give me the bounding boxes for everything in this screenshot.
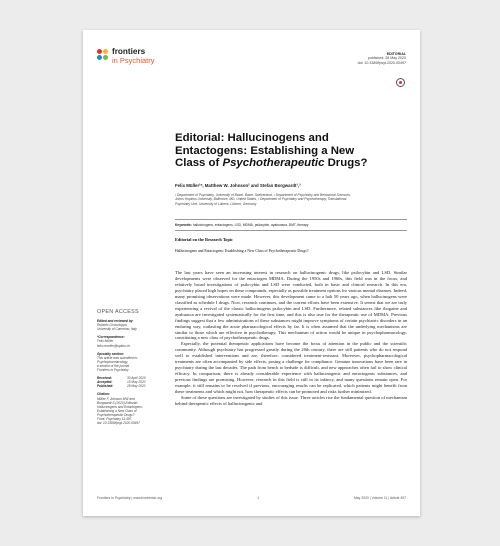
received-date: 30 April 2020 xyxy=(127,376,146,381)
citation-line: Müller F, Johnson MW and xyxy=(97,396,135,401)
journal-logo[interactable] xyxy=(97,48,155,65)
affiliation-line: ¹ Department of Psychiatry, University of Basel, Basel, Switzerland, ² Department of Psychiatry and Behavioral Sciences, xyxy=(175,193,351,197)
article-meta xyxy=(358,52,406,65)
correspondence-email[interactable]: felix.mueller@upkbs.ch xyxy=(97,343,130,348)
topic-title[interactable]: Hallucinogens and Entactogens: Establishing a New Class of Psychotherapeutic Drugs? xyxy=(175,249,309,253)
citation-doi[interactable]: doi: 10.3389/fpsyt.2020.00497 xyxy=(97,421,140,426)
brand-name: frontiers xyxy=(112,47,146,56)
affiliations xyxy=(175,193,407,206)
specialty-line: a section of the journal xyxy=(97,363,130,368)
correspondence-name: Felix Müller xyxy=(97,339,114,344)
citation-info xyxy=(97,397,163,426)
received-label: Received: xyxy=(97,376,113,381)
body-paragraph: Especially, the potential therapeutic applications have become the focus of attention in the public and the scientific community. Although psychiatry has progressed greatly during the 20th century, there are still patients who do not respond well to established interventions and are, therefore, considered treatment-resistant. Moreover, psychopharmacological treatments are often accompanied by side effects, posing a challenge for compliance. Genuine innovations have been rare in psychiatry during the last decades. The path from bench to bedside is difficult, and new approaches often fail to show clinical efficacy. In comparison, there is already considerable experience with hallucinogenic and entactogenic substances, and previous findings are promising. However, research in this field is still in its infancy, and many questions remain open. For example, it still remains to be resolved if previous, encouraging results can be replicated, which patients might benefit from these treatments and which might not, how therapeutic effects can be promoted and risks further minimized. xyxy=(175,341,407,395)
title-line-1: Editorial: Hallucinogens and xyxy=(175,132,329,144)
citation-line: Hallucinogens and Entactogens: xyxy=(97,404,143,409)
footer-issue-info: May 2020 | Volume 11 | Article 497 xyxy=(353,496,406,500)
editor-info xyxy=(97,323,163,331)
article-sidebar xyxy=(97,310,163,429)
article-body xyxy=(175,270,407,407)
keywords xyxy=(175,223,407,227)
specialty-line: Frontiers in Psychiatry xyxy=(97,368,129,373)
published-label: Published: xyxy=(97,384,114,389)
published-row xyxy=(97,384,163,388)
specialty-heading: Specialty section: xyxy=(97,351,125,356)
open-access-label: OPEN ACCESS xyxy=(97,309,139,315)
accepted-date: 15 May 2020 xyxy=(127,380,146,385)
title-line-3: Class of xyxy=(175,157,223,170)
check-for-updates-icon[interactable] xyxy=(396,78,405,87)
article-type: EDITORIAL xyxy=(386,52,406,56)
citation-line: Psychotherapeutic Drugs? xyxy=(97,412,135,417)
edited-heading: Edited and reviewed by: xyxy=(97,319,134,324)
title-line-2: Entactogens: Establishing a New xyxy=(175,144,355,157)
divider xyxy=(175,219,407,220)
article-page xyxy=(83,30,420,516)
citation-heading: Citation: xyxy=(97,392,110,397)
page-number: 1 xyxy=(257,496,259,500)
editor-name[interactable]: Roberto Ciccocioppo, xyxy=(97,323,128,328)
specialty-line: Psychopharmacology, xyxy=(97,359,129,364)
journal-name: in Psychiatry xyxy=(112,56,155,66)
dates xyxy=(97,376,163,388)
footer-journal-link[interactable]: Frontiers in Psychiatry | www.frontiersin.org xyxy=(97,496,163,500)
article-title xyxy=(175,132,407,170)
affiliation-line: Psychiatry Unit, University of Lübeck, Lübeck, Germany xyxy=(175,201,257,206)
citation-line: Front. Psychiatry 11:497. xyxy=(97,416,133,421)
page-footer xyxy=(97,496,406,500)
divider xyxy=(175,230,407,231)
specialty-info xyxy=(97,356,163,372)
title-italic: Psychotherapeutic xyxy=(222,157,325,170)
keywords-list: hallucinogens, entactogens, LSD, MDMA, psilocybin, ayahuasca, DMT, therapy xyxy=(191,223,309,227)
body-paragraph: The last years have seen an increasing interest in research on hallucinogenic drugs, like psilocybin and LSD. Similar developments were observed for the entactogen MDMA. During the 1950s and 1960s, this field was in the focus, and relatively broad investigations of psilocybin and LSD were conducted, both in basic and clinical research. In this era, psychiatry placed high hopes on these compounds, especially as possible treatment options for various mental diseases. Indeed, many promising observations were made. However, this development came to a halt 50 years ago, when hallucinogens were classified as schedule I drugs. Now, research continues, and the current efforts have been extensive. It seems that we are truly experiencing a revival of the classic hallucinogens psilocybin and LSD. Furthermore, related substances like ibogaine and ayahuasca are investigated systematically for the first time, and this is also true for the therapeutic use of MDMA. Previous findings suggest that a few administrations of these substances might improve symptoms of certain psychiatric disorders in an enduring way, outlasting the acute pharmacological effects by far. It is often assumed that the underlying mechanisms are similar to those which are effective in psychotherapy. This mechanism of action would be unique in psychopharmacology, constituting a new class of psychotherapeutic drugs. xyxy=(175,270,407,341)
body-paragraph: Some of these questions are investigated by studies of this issue. Three articles rise the fundamental question of mechanism behind therapeutic effects of hallucinogenic and xyxy=(175,395,407,406)
editor-affiliation: University of Camerino, Italy xyxy=(97,327,137,332)
title-end: Drugs? xyxy=(324,157,368,170)
published-date: published: 28 May 2020 xyxy=(367,56,406,61)
frontiers-logo-icon xyxy=(97,49,109,61)
article-doi[interactable]: doi: 10.3389/fpsyt.2020.00497 xyxy=(357,60,406,65)
affiliation-line: Johns Hopkins University, Baltimore, MD, United States, ³ Department of Psychiatry and Psychotherapy, Translational xyxy=(175,197,347,202)
accepted-label: Accepted: xyxy=(97,380,113,385)
citation-line: Borgwardt S (2020) Editorial: xyxy=(97,400,138,405)
published-date-sidebar: 28 May 2020 xyxy=(127,384,146,389)
correspondence-heading: *Correspondence: xyxy=(97,335,125,340)
citation-line: Establishing a New Class of xyxy=(97,408,137,413)
author-list: Felix Müller¹*, Matthew W. Johnson² and Stefan Borgwardt¹,³ xyxy=(175,183,301,188)
correspondence-info xyxy=(97,339,163,347)
specialty-line: This article was submitted to xyxy=(97,355,138,360)
topic-heading: Editorial on the Research Topic xyxy=(175,237,233,242)
keywords-label: Keywords: xyxy=(175,223,192,227)
